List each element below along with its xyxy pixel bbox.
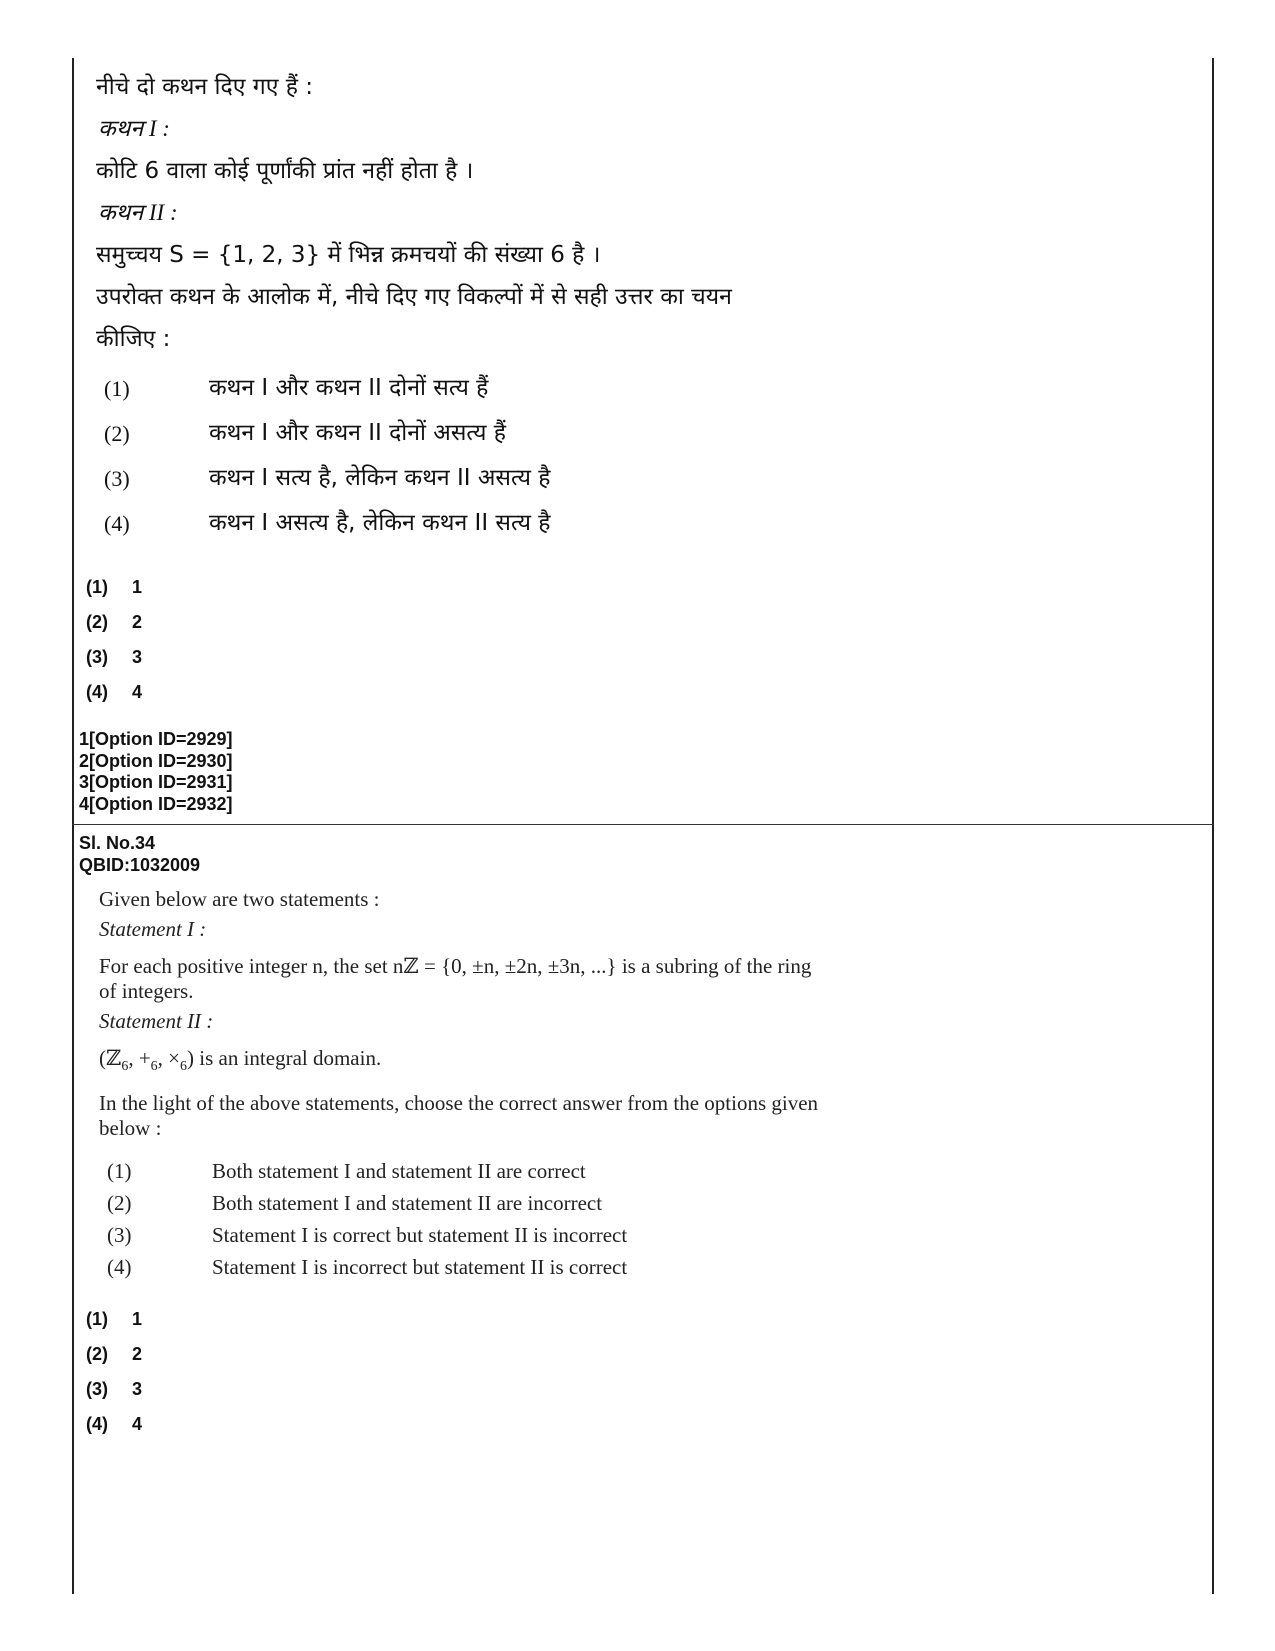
question-bank-id: QBID:1032009 [79,855,201,875]
statement-2-label: Statement II : [99,1009,214,1033]
statement-1-line-2: of integers. [99,979,194,1003]
option-number: (2) [104,421,130,446]
instruction-line-2: below : [99,1116,162,1141]
answer-choice[interactable]: (1) 1 [86,577,143,597]
option-1 [96,366,1176,411]
answer-choice[interactable]: (4) 4 [86,1414,143,1434]
option-number: (1) [104,376,130,401]
option-id: 4[Option ID=2932] [79,793,233,814]
option-number: (3) [104,466,130,491]
statement-1-label: Statement I : [99,917,207,941]
option-id: 1[Option ID=2929] [79,729,233,749]
statement-1-line-1: For each positive integer n, the set nℤ = {0, ±n, ±2n, ±3n, ...} is a subring of the ring [99,954,812,978]
option-text: Statement I is incorrect but statement II is correct [212,1255,628,1280]
question-divider [72,824,1214,825]
instruction-line-1: In the light of the above statements, choose the correct answer from the options given [99,1091,819,1116]
option-4 [96,501,1176,546]
option-number: (3) [107,1223,132,1248]
option-number: (2) [107,1191,132,1216]
statement-2-text: समुच्चय S = {1, 2, 3} में भिन्न क्रमचयों की संख्या 6 है । [96,242,601,268]
question-intro: नीचे दो कथन दिए गए हैं : [96,74,314,100]
option-text: कथन I और कथन II दोनों असत्य हैं [209,420,506,446]
page-border-left [72,58,74,1594]
question-intro: Given below are two statements : [99,887,380,911]
option-id: 2[Option ID=2930] [79,750,233,771]
statement-2-label: कथन II : [98,200,178,225]
question-33-hindi [96,66,1176,546]
instruction-line-1: उपरोक्त कथन के आलोक में, नीचे दिए गए विकल्पों में से सही उत्तर का चयन [96,284,732,310]
option-id: 3[Option ID=2931] [79,772,233,792]
option-id-list [79,729,233,815]
answer-choice[interactable]: (3) 3 [86,647,143,667]
answer-choices-q34 [86,1302,142,1442]
option-number: (4) [104,511,130,536]
answer-choice[interactable]: (3) 3 [86,1379,143,1399]
option-text: कथन I और कथन II दोनों सत्य हैं [209,375,489,401]
answer-choice[interactable]: (1) 1 [86,1309,143,1329]
option-1 [99,1155,939,1187]
option-text: Both statement I and statement II are incorrect [212,1191,603,1216]
option-text: Both statement I and statement II are correct [212,1159,586,1184]
answer-choice[interactable]: (2) 2 [86,612,143,632]
answer-choice[interactable]: (2) 2 [86,1344,143,1364]
page-border-right [1212,58,1214,1594]
option-number: (1) [107,1159,132,1184]
option-number: (4) [107,1255,132,1280]
instruction-line-2: कीजिए : [96,326,171,352]
option-2 [99,1187,939,1219]
question-34-meta [79,832,200,876]
answer-choice[interactable]: (4) 4 [86,682,143,702]
option-4 [99,1251,939,1283]
option-3 [96,456,1176,501]
statement-2-text: (ℤ$_6$, $+_6$, $\times_6$) is an integral domain. [99,1046,382,1075]
option-2 [96,411,1176,456]
option-text: Statement I is correct but statement II is incorrect [212,1223,628,1248]
answer-choices-q33 [86,570,142,710]
statement-1-text: कोटि 6 वाला कोई पूर्णांकी प्रांत नहीं होता है । [96,158,474,184]
option-3 [99,1219,939,1251]
option-text: कथन I सत्य है, लेकिन कथन II असत्य है [209,465,551,491]
option-text: कथन I असत्य है, लेकिन कथन II सत्य है [209,510,551,536]
statement-1-label: कथन I : [98,116,170,141]
serial-number: Sl. No.34 [79,833,156,853]
question-34-english [99,887,939,1283]
